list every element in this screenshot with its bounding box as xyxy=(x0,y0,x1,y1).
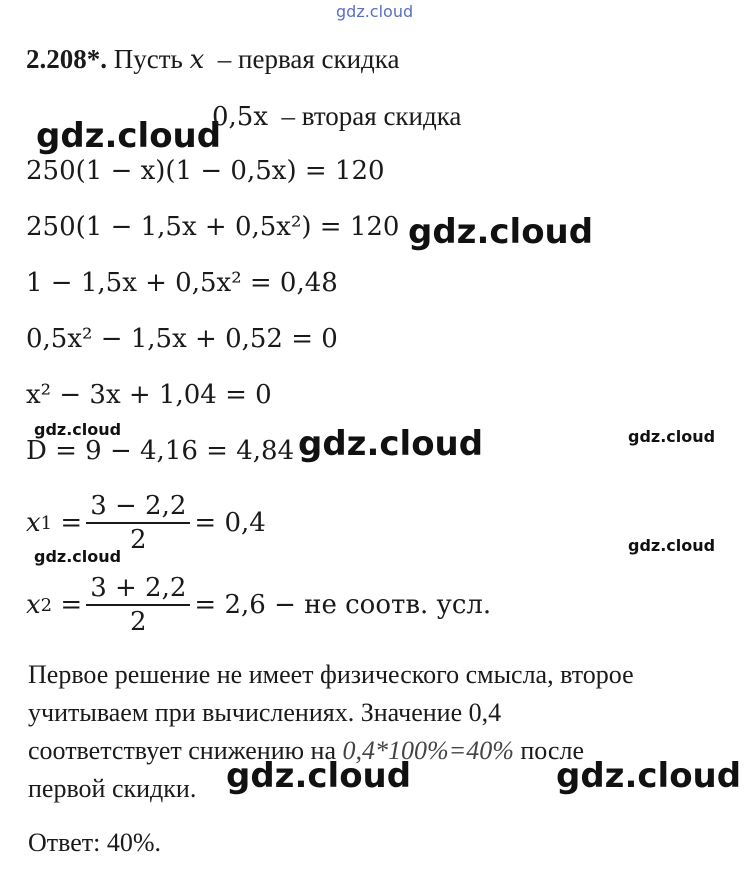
x2-fraction xyxy=(86,572,190,638)
x1-denominator: 2 xyxy=(130,525,147,555)
equation-1: 250(1 − x)(1 − 0,5x) = 120 xyxy=(26,156,385,186)
explanation-line-4: первой скидки. xyxy=(28,774,197,803)
x2-var: x xyxy=(26,590,41,620)
x2-numerator: 3 + 2,2 xyxy=(86,572,190,606)
x1-var: x xyxy=(26,508,41,538)
equation-6: D = 9 − 4,16 = 4,84 xyxy=(26,436,295,466)
explanation xyxy=(28,656,744,808)
watermark-3: gdz.cloud xyxy=(34,420,122,439)
first-discount-label: – первая скидка xyxy=(217,44,400,74)
problem-title xyxy=(26,44,400,75)
x1-result: = 0,4 xyxy=(194,508,266,538)
problem-intro: Пусть xyxy=(113,44,183,74)
answer: Ответ: 40%. xyxy=(28,828,162,857)
equation-5: x² − 3x + 1,04 = 0 xyxy=(26,380,272,410)
watermark-4: gdz.cloud xyxy=(298,424,484,464)
x2-sub: 2 xyxy=(40,594,53,616)
watermark-top: gdz.cloud xyxy=(336,2,414,21)
problem-number: 2.208*. xyxy=(26,44,107,74)
explanation-line-3c: после xyxy=(520,736,584,765)
watermark-8: gdz.cloud xyxy=(226,756,412,796)
root-x1: x 1 = $\frac{3 - 2,2}{2}$ = 0,4 xyxy=(26,491,266,555)
equation-4: 0,5x² − 1,5x + 0,52 = 0 xyxy=(26,324,338,354)
explanation-line-3 xyxy=(28,732,744,770)
watermark-7: gdz.cloud xyxy=(34,547,122,566)
x2-denominator: 2 xyxy=(130,607,147,637)
root-x2: x 2 = $\frac{3 + 2,2}{2}$ = 2,6 − не соотв. усл. xyxy=(26,573,492,637)
explanation-line-3b: 0,4*100%=40% xyxy=(342,736,514,765)
equation-2: 250(1 − 1,5x + 0,5x²) = 120 xyxy=(26,212,400,242)
x1-sub: 1 xyxy=(40,512,53,534)
watermark-5: gdz.cloud xyxy=(628,427,716,446)
watermark-9: gdz.cloud xyxy=(556,756,742,796)
watermark-1: gdz.cloud xyxy=(36,116,222,156)
explanation-line-1: Первое решение не имеет физического смысла, второе xyxy=(28,660,634,689)
second-discount-line xyxy=(212,101,461,132)
watermark-6: gdz.cloud xyxy=(628,536,716,555)
second-discount-label: – вторая скидка xyxy=(281,101,462,131)
explanation-line-3a: соответствует снижению на xyxy=(28,736,336,765)
problem-var: x xyxy=(189,45,205,75)
explanation-line-2: учитываем при вычислениях. Значение 0,4 xyxy=(28,698,502,727)
x1-fraction xyxy=(86,490,190,556)
watermark-2: gdz.cloud xyxy=(408,212,594,252)
equation-3: 1 − 1,5x + 0,5x² = 0,48 xyxy=(26,268,338,298)
second-var: 0,5x xyxy=(212,102,269,132)
x1-numerator: 3 − 2,2 xyxy=(86,490,190,524)
x2-result: = 2,6 − не соотв. усл. xyxy=(194,590,492,620)
